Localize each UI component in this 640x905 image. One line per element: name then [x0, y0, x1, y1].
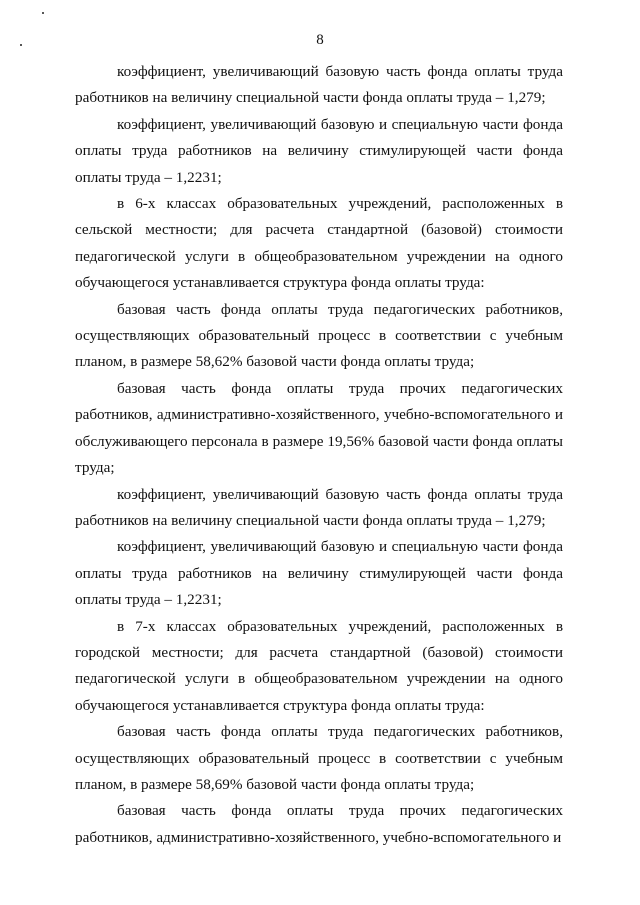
- paragraph: коэффициент, увеличивающий базовую и специальную части фонда оплаты труда работников на величину стимулирующей части фонда оплаты труда – 1,2231;: [75, 115, 563, 186]
- paragraph: коэффициент, увеличивающий базовую часть фонда оплаты труда работников на величину специальной части фонда оплаты труда – 1,279;: [75, 485, 563, 529]
- paragraph: коэффициент, увеличивающий базовую и специальную части фонда оплаты труда работников на величину стимулирующей части фонда оплаты труда – 1,2231;: [75, 538, 563, 609]
- scan-speck: [42, 12, 44, 14]
- paragraph: базовая часть фонда оплаты труда прочих педагогических работников, административно-хозяйственного, учебно-вспомогательного и: [75, 802, 563, 846]
- paragraph: в 6-х классах образовательных учреждений, расположенных в сельской местности; для расчета стандартной (базовой) стоимости педагогической услуги в общеобразовательном учреждении на одного обучающегося устанавливается структура фонда оплаты труда:: [75, 195, 563, 292]
- paragraph: в 7-х классах образовательных учреждений, расположенных в городской местности; для расчета стандартной (базовой) стоимости педагогической услуги в общеобразовательном учреждении на одного обучающегося устанавливается структура фонда оплаты труда:: [75, 617, 563, 714]
- paragraph: базовая часть фонда оплаты труда педагогических работников, осуществляющих образовательный процесс в соответствии с учебным планом, в размере 58,69% базовой части фонда оплаты труда;: [75, 723, 563, 793]
- paragraph: базовая часть фонда оплаты труда педагогических работников, осуществляющих образовательный процесс в соответствии с учебным планом, в размере 58,62% базовой части фонда оплаты труда;: [75, 300, 563, 371]
- paragraph: базовая часть фонда оплаты труда прочих педагогических работников, административно-хозяйственного, учебно-вспомогательного и обслуживающего персонала в размере 19,56% базовой части фонда оплаты труда;: [75, 379, 563, 477]
- paragraph: коэффициент, увеличивающий базовую часть фонда оплаты труда работников на величину специальной части фонда оплаты труда – 1,279;: [75, 63, 563, 107]
- document-body: [75, 59, 563, 851]
- page-number: 8: [316, 32, 324, 48]
